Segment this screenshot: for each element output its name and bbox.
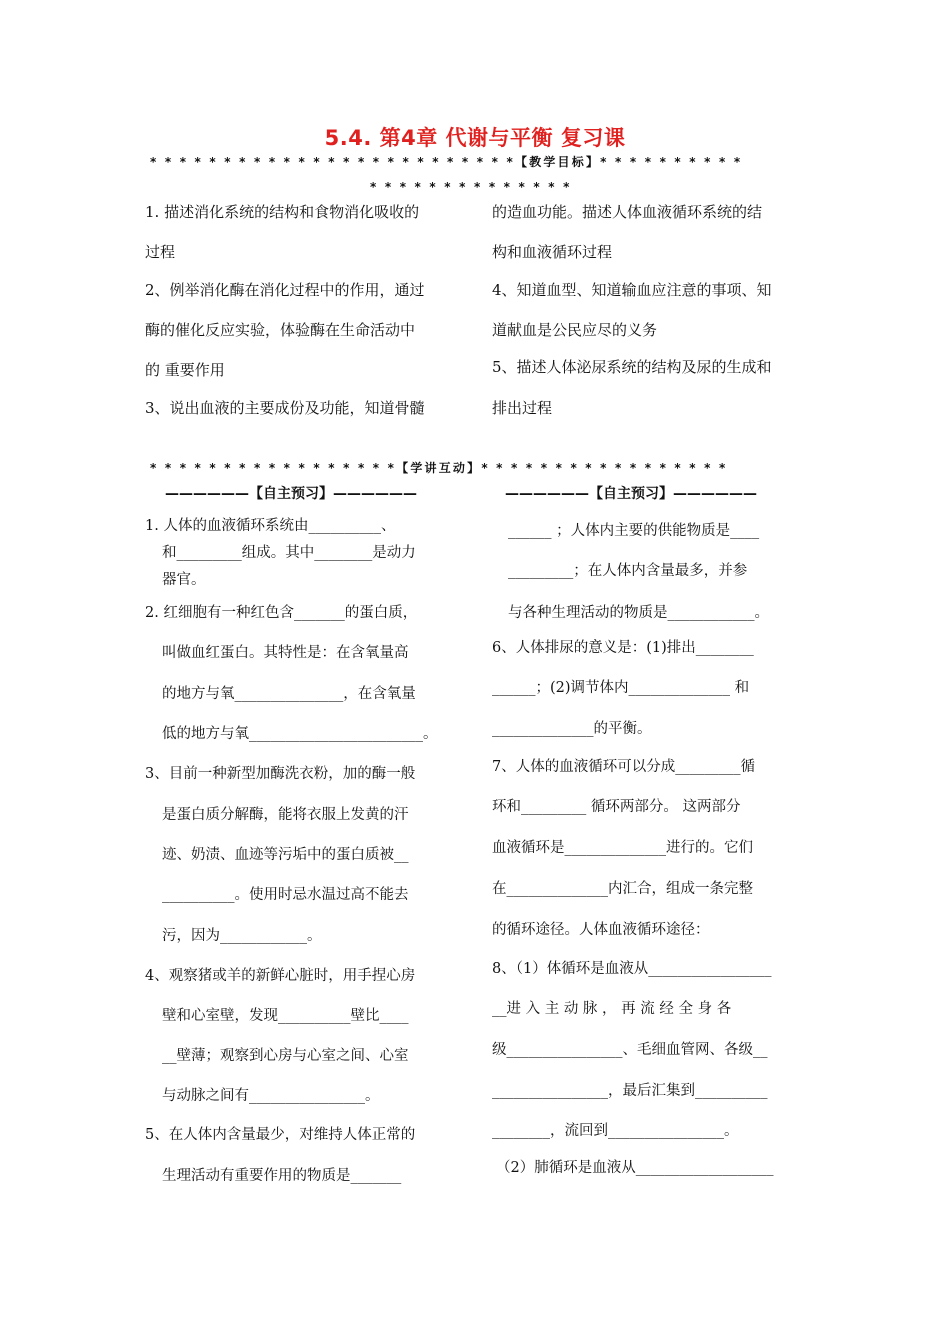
exercise-line: 叫做血红蛋白。其特性是：在含氧量高 bbox=[162, 645, 409, 661]
exercise-line: 与各种生理活动的物质是____________。 bbox=[508, 605, 769, 621]
exercise-line: 1. 人体的血液循环系统由__________、 bbox=[145, 518, 396, 534]
exercise-line: ______；(2)调节体内______________ 和 bbox=[492, 680, 750, 696]
goal-line: 的造血功能。描述人体血液循环系统的结 bbox=[492, 203, 763, 221]
exercise-line: 3、目前一种新型加酶洗衣粉，加的酶一般 bbox=[145, 766, 416, 782]
exercise-line: 壁和心室壁，发现__________壁比____ bbox=[162, 1008, 409, 1024]
goal-line: 5、描述人体泌尿系统的结构及尿的生成和 bbox=[492, 358, 772, 376]
exercise-line: 6、人体排尿的意义是：(1)排出________ bbox=[492, 640, 754, 656]
exercise-line: 器官。 bbox=[162, 572, 206, 588]
exercise-line: 低的地方与氧________________________。 bbox=[162, 726, 438, 742]
goal-line: 3、说出血液的主要成份及功能，知道骨髓 bbox=[145, 399, 425, 417]
exercise-line: __________。使用时忌水温过高不能去 bbox=[162, 887, 409, 903]
exercise-line: __壁薄；观察到心房与心室之间、心室 bbox=[162, 1048, 409, 1064]
exercise-line: ________，流回到________________。 bbox=[492, 1123, 739, 1139]
exercise-line: 与动脉之间有________________。 bbox=[162, 1088, 380, 1104]
exercise-line: 迹、奶渍、血迹等污垢中的蛋白质被__ bbox=[162, 847, 409, 863]
goal-line: 2、例举消化酶在消化过程中的作用，通过 bbox=[145, 281, 425, 299]
exercise-line: 2. 红细胞有一种红色含_______的蛋白质， bbox=[145, 605, 418, 621]
goal-line: 道献血是公民应尽的义务 bbox=[492, 321, 658, 339]
exercise-line: 4、观察猪或羊的新鲜心脏时，用手捏心房 bbox=[145, 968, 416, 984]
goal-line: 酶的催化反应实验，体验酶在生命活动中 bbox=[145, 321, 416, 339]
exercise-line: 5、在人体内含量最少，对维持人体正常的 bbox=[145, 1127, 416, 1143]
goals-header-stars-continued: * * * * * * * * * * * * * * bbox=[370, 180, 572, 194]
exercise-line: ________________，最后汇集到__________ bbox=[492, 1083, 768, 1099]
exercise-line: 在______________内汇合，组成一条完整 bbox=[492, 881, 753, 897]
goal-line: 过程 bbox=[145, 243, 176, 261]
exercise-line: 是蛋白质分解酶，能将衣服上发黄的汗 bbox=[162, 807, 409, 823]
page-title: 5.4. 第4章 代谢与平衡 复习课 bbox=[324, 126, 626, 150]
exercise-line: （2）肺循环是血液从___________________ bbox=[496, 1160, 774, 1176]
exercise-line: 和_________组成。其中________是动力 bbox=[162, 545, 416, 561]
exercise-line: 8、（1）体循环是血液从_________________ bbox=[492, 961, 772, 977]
preview-heading-left: ——————【自主预习】—————— bbox=[165, 486, 417, 502]
exercise-line: 生理活动有重要作用的物质是_______ bbox=[162, 1168, 402, 1184]
exercise-line: _________；在人体内含量最多，并参 bbox=[508, 563, 748, 579]
exercise-line: 级________________、毛细血管网、各级__ bbox=[492, 1042, 768, 1058]
goal-line: 构和血液循环过程 bbox=[492, 243, 613, 261]
interact-header-stars: * * * * * * * * * * * * * * * * *【学讲互动】* * * * * * * * * * * * * * * * * bbox=[150, 461, 728, 475]
exercise-line: 的地方与氧_______________，在含氧量 bbox=[162, 686, 416, 702]
exercise-line: 环和_________ 循环两部分。 这两部分 bbox=[492, 799, 741, 815]
goal-line: 1. 描述消化系统的结构和食物消化吸收的 bbox=[145, 203, 420, 221]
goal-line: 的 重要作用 bbox=[145, 361, 225, 379]
goal-line: 排出过程 bbox=[492, 399, 553, 417]
goals-header-stars: * * * * * * * * * * * * * * * * * * * * * * * * *【教学目标】* * * * * * * * * * bbox=[150, 155, 743, 169]
exercise-line: 污，因为____________。 bbox=[162, 928, 322, 944]
exercise-line: __进 入 主 动 脉 ， 再 流 经 全 身 各 bbox=[492, 1001, 732, 1017]
exercise-line: 血液循环是______________进行的。它们 bbox=[492, 840, 753, 856]
exercise-line: 7、人体的血液循环可以分成_________循 bbox=[492, 759, 755, 775]
exercise-line: ______________的平衡。 bbox=[492, 721, 652, 737]
preview-heading-right: ——————【自主预习】—————— bbox=[505, 486, 757, 502]
exercise-line: ______ ；人体内主要的供能物质是____ bbox=[508, 523, 760, 539]
exercise-line: 的循环途径。人体血液循环途径： bbox=[492, 922, 710, 938]
goal-line: 4、知道血型、知道输血应注意的事项、知 bbox=[492, 281, 772, 299]
